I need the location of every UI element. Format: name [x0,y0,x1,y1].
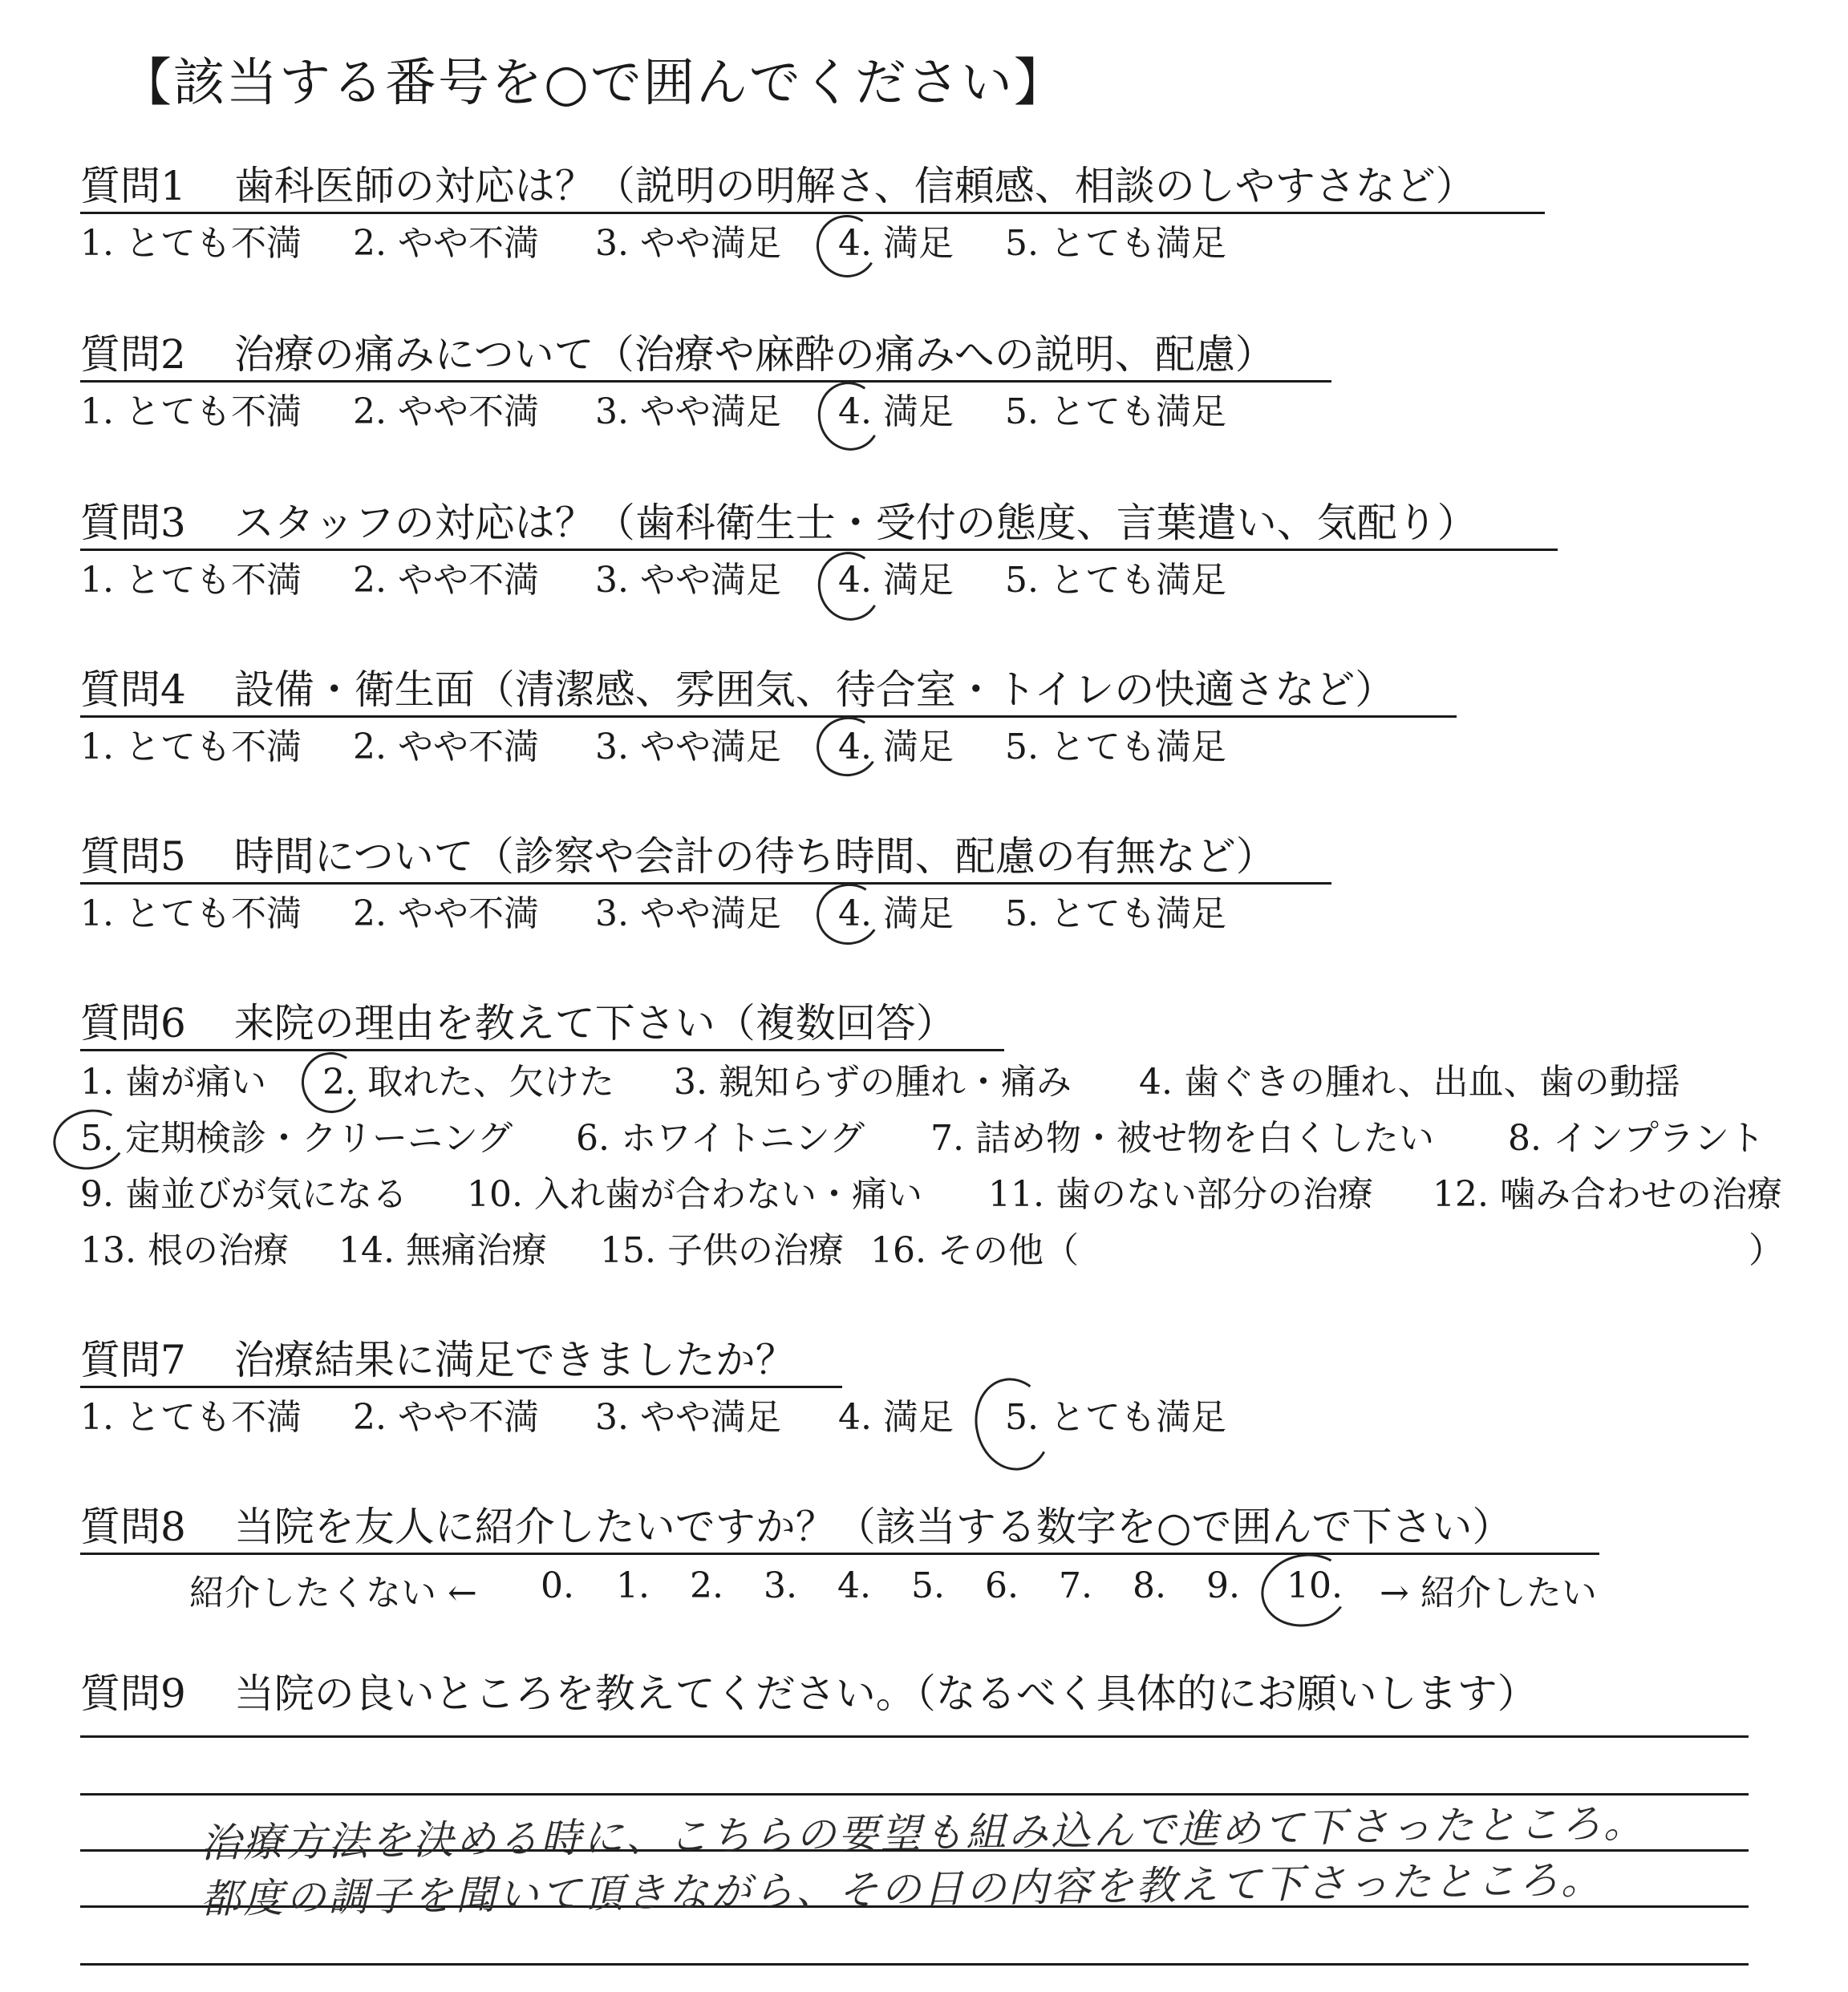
question-5-underline [80,882,1331,885]
q6-option-12[interactable]: 12. 噛み合わせの治療 [1433,1174,1782,1215]
question-7-text: 治療結果に満足できましたか？ [233,1337,796,1383]
q2-selection-circle [812,376,887,456]
q8-scale-2[interactable]: 2. [690,1565,723,1606]
q6-option-13[interactable]: 13. 根の治療 [80,1230,289,1271]
q2-option-1[interactable]: 1. とても不満 [80,391,302,432]
q4-option-5[interactable]: 5. とても満足 [1005,727,1226,767]
q6-option-10[interactable]: 10. 入れ歯が合わない・痛い [467,1174,922,1215]
question-9-number: 質問9 [80,1670,186,1717]
question-8-underline [80,1553,1599,1555]
question-2-text: 治療の痛みについて（治療や麻酔の痛みへの説明、配慮） [233,331,1275,378]
instruction-heading: 【該当する番号を○で囲んでください】 [120,54,1067,113]
q3-option-4[interactable]: 4. 満足 [838,560,954,601]
q9-handwritten-answer-line-1: 治療方法を決める時に、こちらの要望も組み込んで進めて下さったところ。 [200,1800,1647,1867]
q8-right-label: → 紹介したい [1380,1573,1597,1613]
question-8-number: 質問8 [80,1504,186,1550]
q6-option-2[interactable]: 2. 取れた、欠けた [322,1062,614,1103]
q4-selection-circle [811,711,885,783]
q2-option-2[interactable]: 2. やや不満 [353,391,539,432]
question-4-number: 質問4 [80,666,186,713]
q4-option-1[interactable]: 1. とても不満 [80,727,302,767]
q2-option-4[interactable]: 4. 満足 [838,391,954,432]
q7-option-1[interactable]: 1. とても不満 [80,1397,302,1438]
question-6-text: 来院の理由を教えて下さい（複数回答） [233,1000,956,1047]
q6-option-4[interactable]: 4. 歯ぐきの腫れ、出血、歯の動揺 [1139,1062,1680,1103]
q8-scale-9[interactable]: 9. [1206,1565,1240,1606]
q1-option-3[interactable]: 3. やや満足 [595,223,781,264]
q8-left-label: 紹介したくない ← [189,1573,477,1613]
q7-option-2[interactable]: 2. やや不満 [353,1397,539,1438]
question-8-text: 当院を友人に紹介したいですか？（該当する数字を○で囲んで下さい） [233,1504,1513,1550]
question-7-title [80,1334,796,1386]
question-9-text: 当院の良いところを教えてください。（なるべく具体的にお願いします） [233,1670,1538,1717]
q6-option-16[interactable]: 16. その他（ [870,1230,1079,1271]
q7-option-3[interactable]: 3. やや満足 [595,1397,781,1438]
q3-option-2[interactable]: 2. やや不満 [353,560,539,601]
q6-option-9[interactable]: 9. 歯並びが気になる [80,1174,407,1215]
q4-option-3[interactable]: 3. やや満足 [595,727,781,767]
q8-scale-10[interactable]: 10. [1287,1565,1343,1606]
q6-selection-circle-2 [296,1047,367,1119]
question-6-number: 質問6 [80,1000,186,1047]
question-8-title [80,1501,1512,1553]
q1-option-1[interactable]: 1. とても不満 [80,223,302,264]
q6-option-3[interactable]: 3. 親知らずの腫れ・痛み [674,1062,1072,1103]
q1-option-2[interactable]: 2. やや不満 [353,223,539,264]
question-7-underline [80,1386,842,1388]
q6-option-14[interactable]: 14. 無痛治療 [338,1230,547,1271]
question-6-underline [80,1049,1004,1051]
q6-option-16-close: ） [1749,1230,1784,1271]
q6-option-5[interactable]: 5. 定期検診・クリーニング [80,1118,513,1159]
question-2-underline [80,380,1331,383]
q7-selection-circle [967,1371,1060,1477]
question-5-number: 質問5 [80,833,186,880]
q8-scale-0[interactable]: 0. [541,1565,574,1606]
q2-option-3[interactable]: 3. やや満足 [595,391,781,432]
answer-line-1 [80,1735,1749,1738]
q5-option-2[interactable]: 2. やや不満 [353,893,539,934]
q3-option-1[interactable]: 1. とても不満 [80,560,302,601]
q1-selection-circle [811,209,884,283]
question-7-number: 質問7 [80,1337,186,1383]
q8-scale-4[interactable]: 4. [837,1565,871,1606]
question-3-number: 質問3 [80,500,186,546]
q8-scale-1[interactable]: 1. [616,1565,650,1606]
q5-option-1[interactable]: 1. とても不満 [80,893,302,934]
q1-option-5[interactable]: 5. とても満足 [1005,223,1226,264]
q2-option-5[interactable]: 5. とても満足 [1005,391,1226,432]
q4-option-2[interactable]: 2. やや不満 [353,727,539,767]
q5-option-4[interactable]: 4. 満足 [838,893,954,934]
question-9-title [80,1668,1538,1719]
q6-option-7[interactable]: 7. 詰め物・被せ物を白くしたい [930,1118,1434,1159]
q3-option-5[interactable]: 5. とても満足 [1005,560,1226,601]
q8-scale-5[interactable]: 5. [911,1565,945,1606]
q8-scale-7[interactable]: 7. [1059,1565,1092,1606]
question-4-title [80,664,1395,715]
question-4-underline [80,715,1457,718]
q6-selection-circle-5 [47,1103,132,1176]
q7-option-4[interactable]: 4. 満足 [838,1397,954,1438]
q6-option-11[interactable]: 11. 歯のない部分の治療 [988,1174,1373,1215]
q8-scale-6[interactable]: 6. [985,1565,1019,1606]
q5-option-3[interactable]: 3. やや満足 [595,893,781,934]
question-1-number: 質問1 [80,163,186,209]
q5-option-5[interactable]: 5. とても満足 [1005,893,1226,934]
question-1-text: 歯科医師の対応は？（説明の明解さ、信頼感、相談のしやすさなど） [233,163,1476,209]
q6-option-6[interactable]: 6. ホワイトニング [576,1118,865,1159]
q4-option-4[interactable]: 4. 満足 [838,727,954,767]
q8-scale-8[interactable]: 8. [1133,1565,1166,1606]
q6-option-15[interactable]: 15. 子供の治療 [600,1230,844,1271]
question-4-text: 設備・衛生面（清潔感、雰囲気、待合室・トイレの快適さなど） [233,666,1396,713]
question-5-title [80,831,1276,882]
question-1-underline [80,212,1545,214]
q9-handwritten-answer-line-2: 都度の調子を聞いて頂きながら、その日の内容を教えて下さったところ。 [200,1856,1604,1923]
question-3-title [80,497,1477,549]
question-1-title [80,160,1476,212]
q3-option-3[interactable]: 3. やや満足 [595,560,781,601]
question-2-title [80,329,1275,380]
q5-selection-circle [811,878,886,951]
question-2-number: 質問2 [80,331,186,378]
answer-line-5 [80,1963,1749,1966]
question-3-text: スタッフの対応は？（歯科衛生士・受付の態度、言葉遣い、気配り） [233,500,1477,546]
question-6-title [80,998,956,1049]
question-3-underline [80,549,1558,551]
q6-option-1[interactable]: 1. 歯が痛い [80,1062,266,1103]
question-5-text: 時間について（診察や会計の待ち時間、配慮の有無など） [233,833,1276,880]
q7-option-5[interactable]: 5. とても満足 [1005,1397,1226,1438]
q1-option-4[interactable]: 4. 満足 [838,223,954,264]
q8-scale-3[interactable]: 3. [764,1565,797,1606]
q6-option-8[interactable]: 8. インプラント [1508,1118,1765,1159]
q8-selection-circle [1254,1546,1356,1635]
